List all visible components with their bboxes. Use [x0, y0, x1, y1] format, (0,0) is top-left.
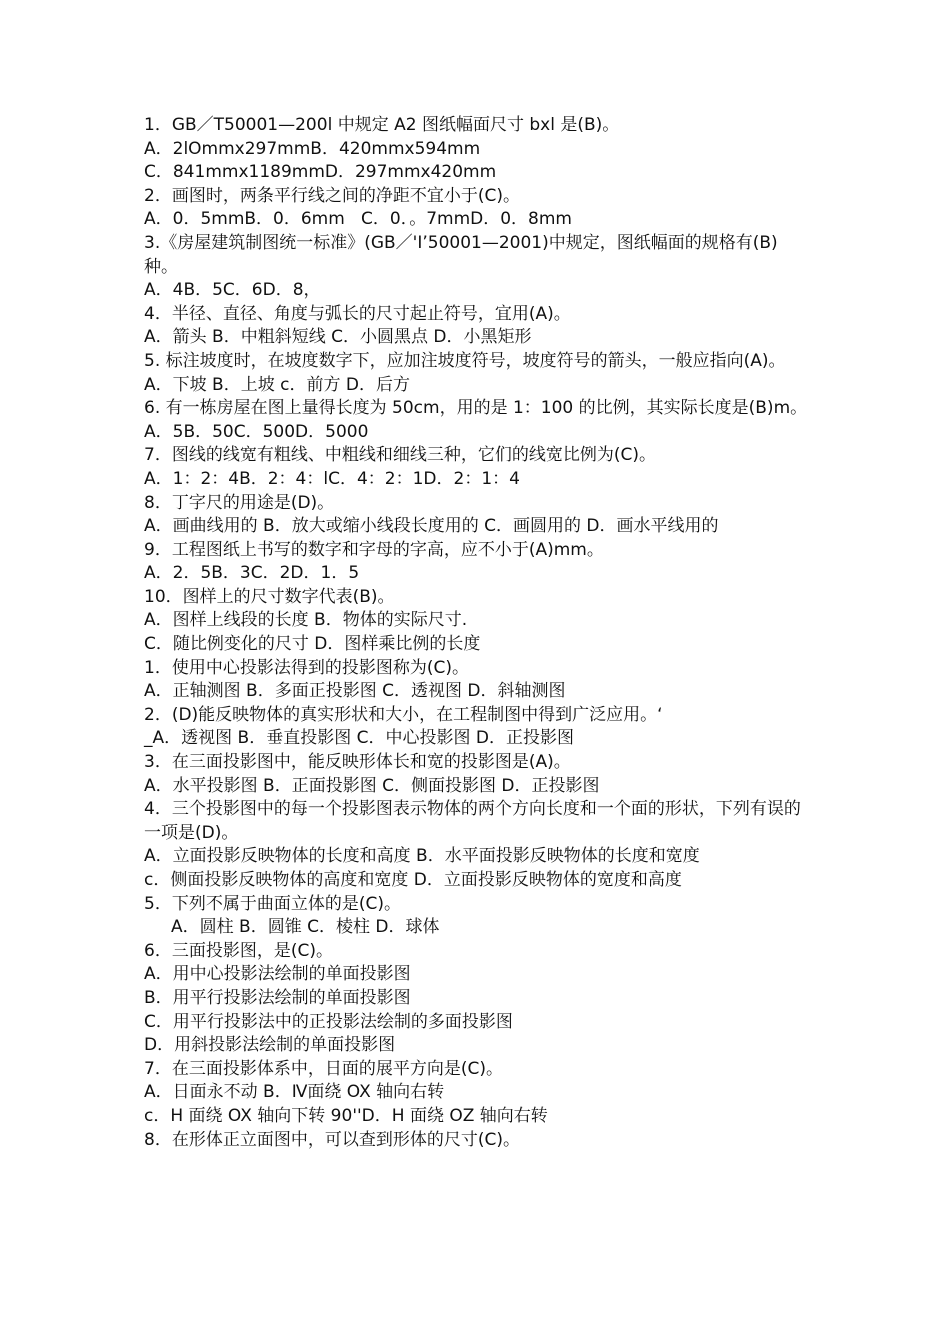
question-7-part-2: 7．在三面投影体系中，日面的展平方向是(C)。 [144, 1058, 503, 1079]
question-8: 8．丁字尺的用途是(D)。 [144, 492, 335, 513]
answer-options: A．2lOmmx297mmB．420mmx594mm [144, 138, 481, 159]
answer-options: c．侧面投影反映物体的高度和宽度 D．立面投影反映物体的宽度和高度 [144, 870, 682, 890]
question-5-part-2: 5．下列不属于曲面立体的是(C)。 [144, 893, 401, 914]
question-4-part-2: 4．三个投影图中的每一个投影图表示物体的两个方向长度和一个面的形状，下列有误的一项是(D)。 [144, 799, 801, 843]
answer-options: A．日面永不动 B．Ⅳ面绕 OX 轴向右转 [144, 1082, 445, 1103]
question-1-part-2: 1．使用中心投影法得到的投影图称为(C)。 [144, 657, 469, 678]
answer-options: A．立面投影反映物体的长度和高度 B．水平面投影反映物体的长度和宽度 [144, 846, 700, 867]
answer-options: A．0．5mmB．0．6mm C．0．。7mmD．0．8mm [144, 209, 572, 230]
answer-options: A．画曲线用的 B．放大或缩小线段长度用的 C．画圆用的 D．画水平线用的 [144, 516, 719, 537]
question-3-part-2: 3．在三面投影图中，能反映形体长和宽的投影图是(A)。 [144, 752, 571, 773]
document-body [144, 114, 810, 1152]
answer-option: B．用平行投影法绘制的单面投影图 [144, 987, 411, 1008]
answer-options: A．图样上线段的长度 B．物体的实际尺寸. [144, 610, 468, 631]
answer-options: A．正轴测图 B．多面正投影图 C．透视图 D．斜轴测图 [144, 681, 566, 702]
answer-options: A．4B．5C．6D．8， [144, 280, 321, 301]
question-1: 1．GB／T50001—200l 中规定 A2 图纸幅面尺寸 bxl 是(B)。 [144, 115, 620, 135]
answer-options: _A．透视图 B．垂直投影图 C．中心投影图 D．正投影图 [144, 728, 574, 749]
answer-options: C．841mmx1189mmD．297mmx420mm [144, 162, 497, 183]
answer-options: A．2．5B．3C．2D．1．5 [144, 563, 360, 584]
question-2: 2．画图时，两条平行线之间的净距不宜小于(C)。 [144, 185, 520, 206]
question-2-part-2: 2．(D)能反映物体的真实形状和大小，在工程制图中得到广泛应用。‘ [144, 704, 663, 725]
question-5: 5. 标注坡度时，在坡度数字下，应加注坡度符号，坡度符号的箭头，一般应指向(A)。 [144, 350, 786, 371]
answer-options: A．圆柱 B．圆锥 C．棱柱 D．球体 [171, 917, 440, 938]
question-7: 7．图线的线宽有粗线、中粗线和细线三种，它们的线宽比例为(C)。 [144, 445, 656, 466]
question-8-part-2: 8．在形体正立面图中，可以查到形体的尺寸(C)。 [144, 1129, 520, 1150]
answer-options: C．随比例变化的尺寸 D．图样乘比例的长度 [144, 634, 481, 655]
answer-option: C．用平行投影法中的正投影法绘制的多面投影图 [144, 1011, 513, 1032]
question-3: 3.《房屋建筑制图统一标准》(GB／'I’50001—2001)中规定，图纸幅面的规格有(B)种。 [144, 232, 778, 277]
question-6-part-2: 6．三面投影图，是(C)。 [144, 940, 333, 961]
question-4: 4．半径、直径、角度与弧长的尺寸起止符号，宜用(A)。 [144, 303, 571, 324]
question-9: 9．工程图纸上书写的数字和字母的字高，应不小于(A)mm。 [144, 539, 604, 560]
answer-options: A．水平投影图 B．正面投影图 C．侧面投影图 D．正投影图 [144, 775, 600, 796]
answer-options: c．H 面绕 OX 轴向下转 90''D．H 面绕 OZ 轴向右转 [144, 1105, 548, 1126]
answer-option: A．用中心投影法绘制的单面投影图 [144, 964, 411, 985]
answer-options: A．下坡 B．上坡 c．前方 D．后方 [144, 374, 410, 395]
answer-options: A．1：2：4B．2：4：lC．4：2：1D．2：1：4 [144, 468, 520, 489]
answer-option: D．用斜投影法绘制的单面投影图 [144, 1035, 396, 1056]
answer-options: A．箭头 B．中粗斜短线 C．小圆黑点 D．小黑矩形 [144, 327, 532, 348]
answer-options: A．5B．50C．500D．5000 [144, 421, 369, 442]
question-10: 10．图样上的尺寸数字代表(B)。 [144, 586, 395, 607]
question-6: 6. 有一栋房屋在图上量得长度为 50cm，用的是 1：100 的比例，其实际长度是(B)m。 [144, 398, 808, 419]
